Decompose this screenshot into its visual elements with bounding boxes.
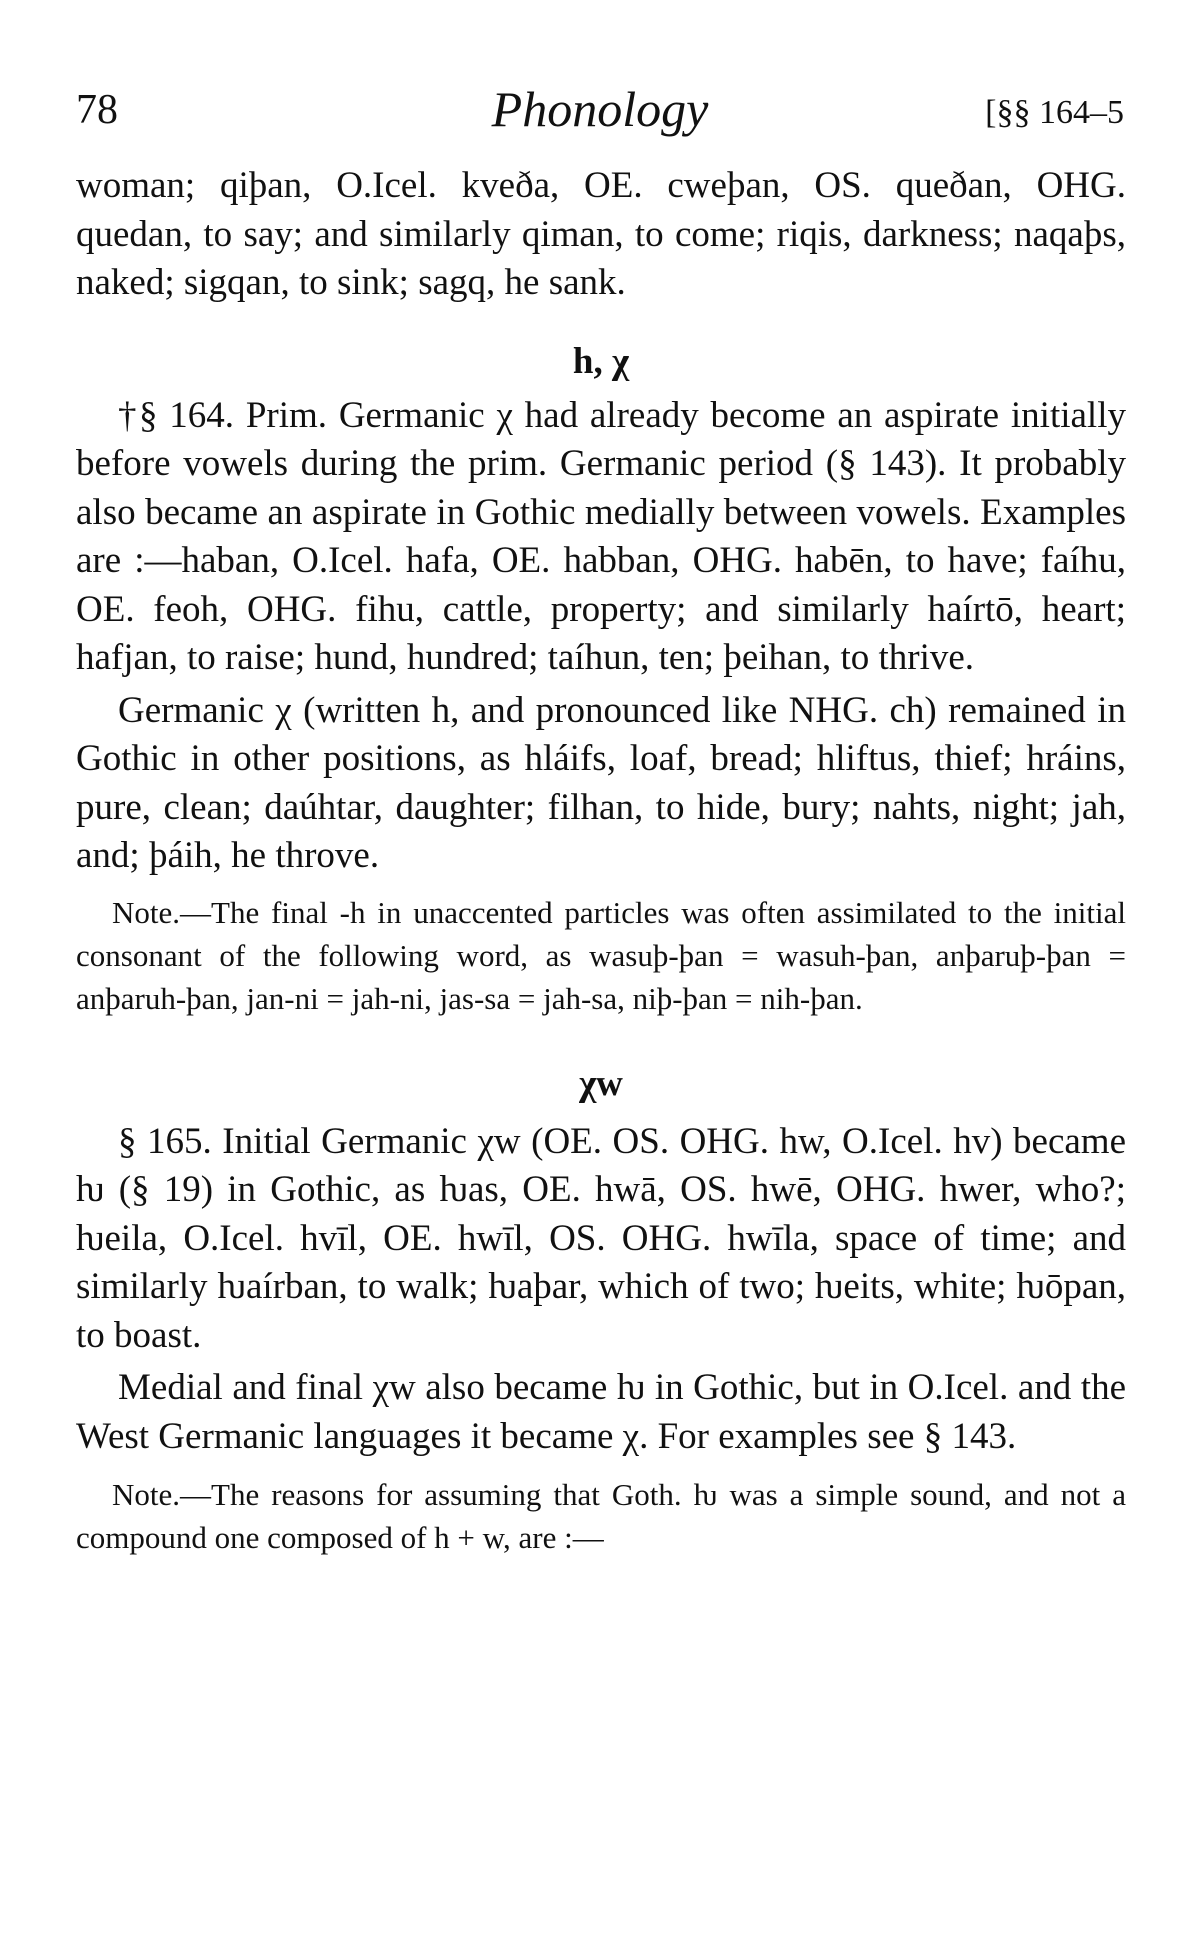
section-range: [§§ 164–5 — [985, 94, 1124, 131]
section-164-paragraph-2: Germanic χ (written h, and pronounced like NHG. ch) remained in Gothic in other positions, as hláifs, loaf, bread; hliftus, thief; hráins, pure, clean; daúhtar, daughter; filhan, to hide, bury; nahts, night; jah, and; þáih, he throve. — [76, 689, 1126, 876]
running-title: Phonology — [491, 81, 709, 137]
intro-paragraph: woman; qiþan, O.Icel. kveða, OE. cweþan, OS. queðan, OHG. quedan, to say; and similarly qiman, to come; riqis, darkness; naqaþs, naked; sigqan, to sink; sagq, he sank. — [76, 165, 1126, 303]
heading-h-chi: h, χ — [572, 340, 630, 382]
section-164-paragraph: †§ 164. Prim. Germanic χ had already become an aspirate initially before vowels during the prim. Germanic period (§ 143). It probably also became an aspirate in Gothic medially between vowels. Examples are :—haban, O.Icel. hafa, OE. habban, OHG. habēn, to have; faíhu, OE. feoh, OHG. fihu, cattle, property; and similarly haírtō, heart; hafjan, to raise; hund, hundred; taíhun, ten; þeihan, to thrive. — [76, 394, 1126, 678]
page-body — [76, 162, 1126, 1559]
page-number: 78 — [76, 87, 118, 133]
note-165: Note.—The reasons for assuming that Goth. ƕ was a simple sound, and not a compound one composed of h + w, are :— — [76, 1477, 1126, 1555]
heading-chi-w: χw — [579, 1062, 623, 1104]
section-165-paragraph-2: Medial and final χw also became ƕ in Gothic, but in O.Icel. and the West Germanic languages it became χ. For examples see § 143. — [76, 1367, 1126, 1457]
page-header — [76, 82, 1124, 152]
note-164: Note.—The final -h in unaccented particles was often assimilated to the initial consonant of the following word, as wasuþ-þan = wasuh-þan, anþaruþ-þan = anþaruh-þan, jan-ni = jah-ni, jas-sa = jah-sa, niþ-þan = nih-þan. — [76, 894, 1126, 1016]
section-165-paragraph: § 165. Initial Germanic χw (OE. OS. OHG. hw, O.Icel. hv) became ƕ (§ 19) in Gothic, as ƕas, OE. hwā, OS. hwē, OHG. hwer, who?; ƕeila, O.Icel. hvīl, OE. hwīl, OS. OHG. hwīla, space of time; and similarly ƕaírban, to walk; ƕaþar, which of two; ƕeits, white; ƕōpan, to boast. — [76, 1120, 1126, 1356]
